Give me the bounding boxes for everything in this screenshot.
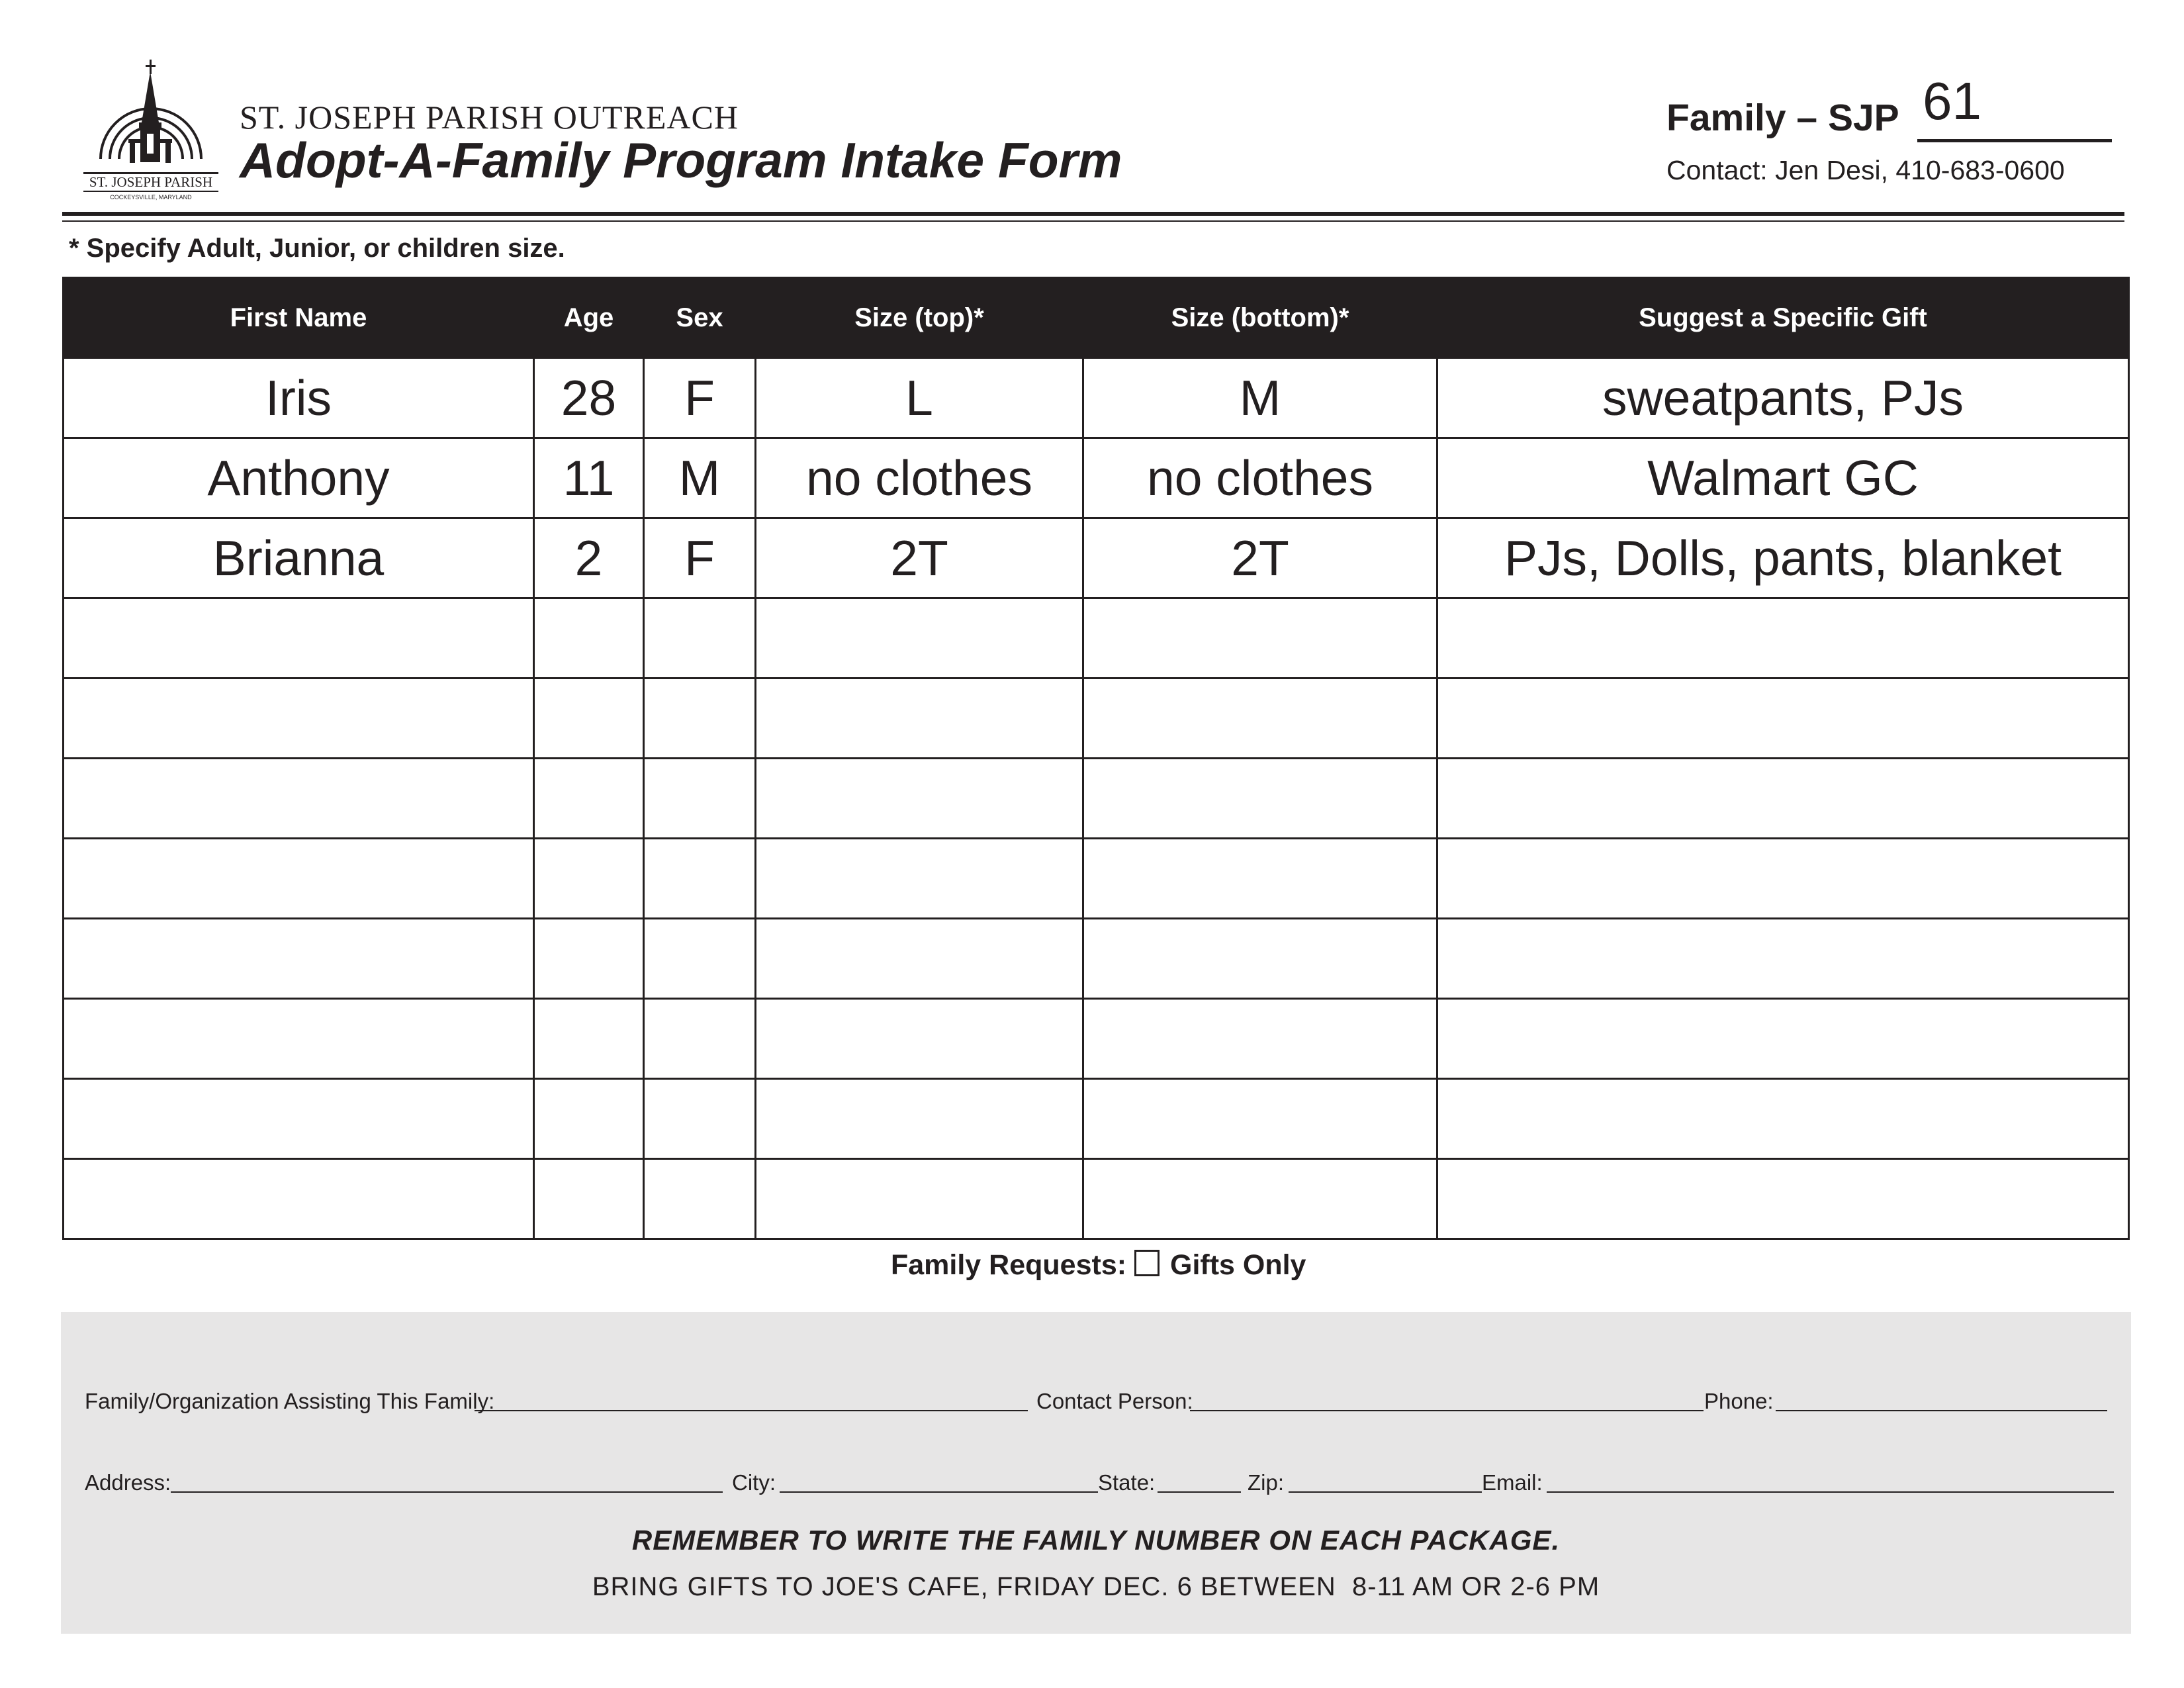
phone-label: Phone: (1704, 1389, 1774, 1413)
cell-first-name[interactable] (64, 919, 534, 999)
cell-age[interactable] (534, 839, 644, 919)
cell-size-top[interactable]: L (756, 358, 1083, 438)
cell-age[interactable]: 28 (534, 358, 644, 438)
cell-age[interactable] (534, 1079, 644, 1159)
cell-age[interactable]: 11 (534, 438, 644, 518)
cell-size-top[interactable] (756, 598, 1083, 679)
cell-gift[interactable] (1437, 598, 2129, 679)
cell-size-bottom[interactable] (1083, 919, 1437, 999)
form-title: Adopt-A-Family Program Intake Form (240, 132, 1122, 188)
column-header-age: Age (534, 278, 644, 358)
cell-sex[interactable]: F (644, 358, 756, 438)
column-header-gift: Suggest a Specific Gift (1437, 278, 2129, 358)
cell-first-name[interactable] (64, 1159, 534, 1239)
cell-sex[interactable] (644, 999, 756, 1079)
cell-gift[interactable]: PJs, Dolls, pants, blanket (1437, 518, 2129, 598)
cell-age[interactable] (534, 1159, 644, 1239)
family-number-field[interactable]: 61 (1923, 71, 1981, 130)
cell-age[interactable] (534, 759, 644, 839)
table-row (64, 919, 2129, 999)
cell-size-top[interactable] (756, 1079, 1083, 1159)
zip-label: Zip: (1248, 1470, 1285, 1495)
table-row (64, 759, 2129, 839)
cell-size-top[interactable] (756, 759, 1083, 839)
cell-gift[interactable] (1437, 1079, 2129, 1159)
table-row (64, 358, 2129, 438)
column-header-size-bottom: Size (bottom)* (1083, 278, 1437, 358)
table-row (64, 1159, 2129, 1239)
cell-gift[interactable] (1437, 919, 2129, 999)
cell-size-top[interactable] (756, 919, 1083, 999)
column-header-size-top: Size (top)* (756, 278, 1083, 358)
cell-size-bottom[interactable] (1083, 839, 1437, 919)
drop-off-instructions: BRING GIFTS TO JOE'S CAFE, FRIDAY DEC. 6 BETWEEN 8-11 AM OR 2-6 PM (592, 1572, 1600, 1601)
cell-first-name[interactable]: Anthony (64, 438, 534, 518)
column-header-first-name: First Name (64, 278, 534, 358)
cell-size-top[interactable] (756, 999, 1083, 1079)
cell-gift[interactable] (1437, 1159, 2129, 1239)
contact-person-label: Contact Person: (1036, 1389, 1193, 1413)
cell-first-name[interactable] (64, 839, 534, 919)
header-divider-thin (62, 220, 2124, 222)
cell-gift[interactable] (1437, 759, 2129, 839)
cell-size-bottom[interactable]: M (1083, 358, 1437, 438)
assisting-family-field[interactable] (475, 1410, 1028, 1411)
cell-first-name[interactable] (64, 679, 534, 759)
phone-field[interactable] (1776, 1410, 2107, 1411)
cell-sex[interactable] (644, 1079, 756, 1159)
cell-size-bottom[interactable]: 2T (1083, 518, 1437, 598)
cell-gift[interactable] (1437, 839, 2129, 919)
zip-field[interactable] (1289, 1491, 1482, 1493)
cell-sex[interactable] (644, 679, 756, 759)
state-field[interactable] (1158, 1491, 1241, 1493)
reminder-text: REMEMBER TO WRITE THE FAMILY NUMBER ON EACH PACKAGE. (631, 1524, 1561, 1556)
cell-gift[interactable] (1437, 679, 2129, 759)
contact-info: Contact: Jen Desi, 410-683-0600 (1666, 155, 2065, 185)
cell-size-bottom[interactable] (1083, 598, 1437, 679)
table-row (64, 1079, 2129, 1159)
cell-size-top[interactable] (756, 679, 1083, 759)
size-note: * Specify Adult, Junior, or children size. (69, 234, 565, 263)
cell-first-name[interactable] (64, 759, 534, 839)
email-field[interactable] (1547, 1491, 2114, 1493)
cell-size-top[interactable]: no clothes (756, 438, 1083, 518)
state-label: State: (1098, 1470, 1156, 1495)
cell-size-bottom[interactable] (1083, 999, 1437, 1079)
cell-sex[interactable] (644, 1159, 756, 1239)
cell-size-bottom[interactable] (1083, 1079, 1437, 1159)
cell-gift[interactable]: sweatpants, PJs (1437, 358, 2129, 438)
cell-sex[interactable]: F (644, 518, 756, 598)
cell-first-name[interactable]: Brianna (64, 518, 534, 598)
cell-first-name[interactable]: Iris (64, 358, 534, 438)
cell-sex[interactable] (644, 598, 756, 679)
column-header-sex: Sex (644, 278, 756, 358)
table-row (64, 518, 2129, 598)
table-row (64, 839, 2129, 919)
assisting-family-label: Family/Organization Assisting This Family: (85, 1389, 495, 1413)
gifts-only-checkbox[interactable] (1134, 1250, 1160, 1276)
family-number-line (1917, 139, 2112, 142)
table-header-row (64, 278, 2129, 358)
address-field[interactable] (171, 1491, 723, 1493)
cell-size-bottom[interactable]: no clothes (1083, 438, 1437, 518)
cell-age[interactable] (534, 679, 644, 759)
cell-sex[interactable]: M (644, 438, 756, 518)
cell-size-bottom[interactable] (1083, 1159, 1437, 1239)
logo-subtext: COCKEYSVILLE, MARYLAND (110, 194, 192, 201)
family-number-label: Family – SJP (1666, 97, 1899, 139)
table-row (64, 598, 2129, 679)
cell-gift[interactable] (1437, 999, 2129, 1079)
org-name: ST. JOSEPH PARISH OUTREACH (240, 99, 739, 136)
email-label: Email: (1482, 1470, 1543, 1495)
cell-first-name[interactable] (64, 598, 534, 679)
cell-age[interactable] (534, 999, 644, 1079)
cell-size-bottom[interactable] (1083, 679, 1437, 759)
contact-person-field[interactable] (1190, 1410, 1704, 1411)
cell-size-top[interactable] (756, 839, 1083, 919)
gifts-only-label: Gifts Only (1170, 1249, 1306, 1281)
address-label: Address: (85, 1470, 171, 1495)
table-row (64, 999, 2129, 1079)
family-requests-label: Family Requests: (891, 1249, 1127, 1281)
city-field[interactable] (780, 1491, 1098, 1493)
family-members-table (62, 277, 2130, 1240)
cell-age[interactable] (534, 598, 644, 679)
header-divider (62, 212, 2124, 216)
cell-sex[interactable] (644, 919, 756, 999)
cell-age[interactable]: 2 (534, 518, 644, 598)
cell-age[interactable] (534, 919, 644, 999)
cell-sex[interactable] (644, 839, 756, 919)
cell-first-name[interactable] (64, 1079, 534, 1159)
city-label: City: (732, 1470, 776, 1495)
logo-text: ST. JOSEPH PARISH (89, 174, 213, 190)
cell-size-top[interactable] (756, 1159, 1083, 1239)
cell-size-top[interactable]: 2T (756, 518, 1083, 598)
cell-size-bottom[interactable] (1083, 759, 1437, 839)
cell-sex[interactable] (644, 759, 756, 839)
table-row (64, 438, 2129, 518)
cell-gift[interactable]: Walmart GC (1437, 438, 2129, 518)
cell-first-name[interactable] (64, 999, 534, 1079)
table-row (64, 679, 2129, 759)
parish-logo (81, 60, 221, 202)
